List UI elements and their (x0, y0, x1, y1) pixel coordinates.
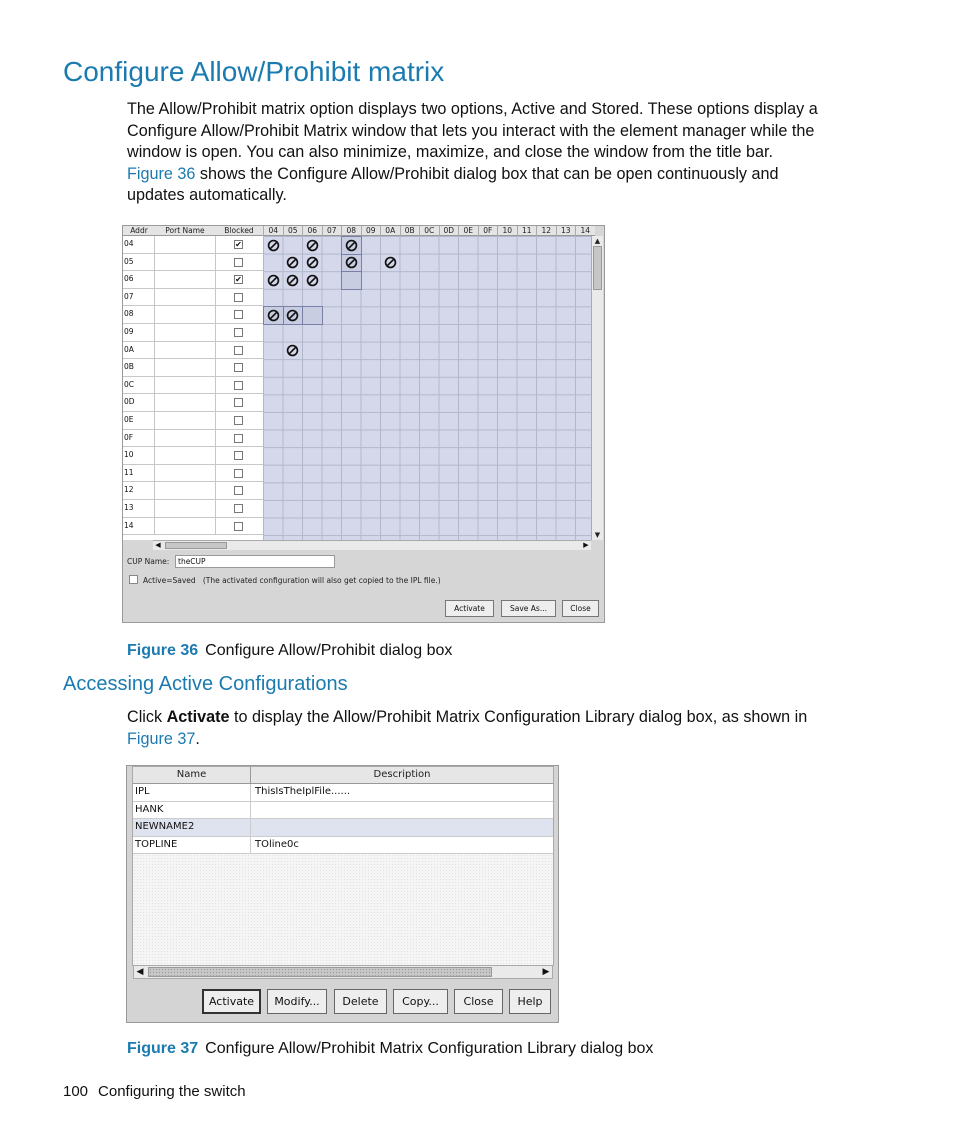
page-footer (63, 1083, 256, 1100)
matrix-row (123, 271, 263, 289)
port-header-12[interactable]: 12 (536, 226, 556, 236)
row-addr: 04 (124, 239, 134, 248)
matrix-row (123, 500, 263, 518)
port-name-cell[interactable] (154, 324, 216, 341)
list-item[interactable] (133, 819, 553, 837)
port-name-cell[interactable] (154, 289, 216, 306)
port-name-cell[interactable] (154, 254, 216, 271)
port-header-14[interactable]: 14 (575, 226, 595, 236)
port-header-0b[interactable]: 0B (400, 226, 420, 236)
blocked-checkbox[interactable] (234, 310, 243, 319)
vertical-scrollbar[interactable] (591, 236, 603, 540)
prohibit-grid[interactable] (263, 236, 591, 540)
config-name: TOPLINE (135, 838, 178, 850)
row-addr: 10 (124, 450, 134, 460)
config-description: ThisIsTheIplFile...... (255, 786, 351, 797)
matrix-row (123, 430, 263, 448)
active-saved-label: Active=Saved (The activated configuration will also get copied to the IPL file.) (143, 576, 441, 585)
blocked-checkbox[interactable] (234, 416, 243, 425)
prohibit-icon[interactable] (306, 274, 319, 287)
prohibit-icon[interactable] (286, 309, 299, 322)
description-column-header[interactable]: Description (373, 769, 431, 780)
port-name-cell[interactable] (154, 518, 216, 535)
matrix-row (123, 465, 263, 483)
port-header-04[interactable]: 04 (263, 226, 283, 236)
close-button[interactable]: Close (562, 600, 599, 617)
configuration-library-dialog (126, 765, 559, 1023)
copy-button[interactable]: Copy... (393, 989, 448, 1014)
selected-cell[interactable] (302, 306, 323, 325)
row-addr: 0B (124, 362, 134, 372)
port-name-cell[interactable] (154, 465, 216, 482)
figure-37-link[interactable]: Figure 37 (127, 729, 196, 748)
page-number: 100 (63, 1083, 89, 1100)
row-addr: 0C (124, 379, 135, 389)
help-button[interactable]: Help (509, 989, 551, 1014)
blocked-checkbox[interactable] (234, 504, 243, 513)
prohibit-icon[interactable] (267, 239, 280, 252)
blocked-checkbox[interactable] (234, 398, 243, 407)
row-addr: 0F (124, 432, 134, 442)
scroll-up-icon[interactable]: ▲ (594, 237, 601, 245)
list-item[interactable] (133, 784, 553, 802)
active-saved-checkbox[interactable] (129, 575, 138, 584)
matrix-row (123, 306, 263, 324)
port-header-05[interactable]: 05 (283, 226, 303, 236)
matrix-row (123, 394, 263, 412)
figure-37-caption: Figure 37 Configure Allow/Prohibit Matrix Configuration Library dialog box (127, 1040, 654, 1057)
activate-button[interactable]: Activate (202, 989, 261, 1014)
scroll-thumb-h[interactable] (165, 542, 227, 549)
allow-prohibit-matrix-dialog (122, 225, 605, 623)
row-addr: 14 (124, 520, 134, 530)
blocked-checkbox[interactable] (234, 434, 243, 443)
blocked-checkbox[interactable] (234, 522, 243, 531)
matrix-row (123, 518, 263, 536)
config-description: TOline0c (255, 838, 299, 850)
blocked-header[interactable]: Blocked (224, 226, 254, 235)
blocked-checkbox[interactable] (234, 469, 243, 478)
scroll-down-icon[interactable]: ▼ (594, 531, 601, 539)
port-name-cell[interactable] (154, 430, 216, 447)
blocked-checkbox[interactable] (234, 293, 243, 302)
row-addr: 05 (124, 256, 134, 266)
row-addr: 08 (124, 309, 134, 319)
port-header-0d[interactable]: 0D (439, 226, 459, 236)
prohibit-icon[interactable] (267, 274, 280, 287)
configuration-list[interactable] (132, 766, 554, 966)
list-item[interactable] (133, 837, 553, 855)
prohibit-icon[interactable] (345, 256, 358, 269)
port-name-cell[interactable] (154, 306, 216, 323)
row-addr: 12 (124, 485, 134, 495)
port-header-11[interactable]: 11 (517, 226, 537, 236)
selected-cell[interactable] (341, 271, 362, 290)
port-name-cell[interactable] (154, 482, 216, 499)
blocked-checkbox[interactable] (234, 451, 243, 460)
blocked-checkbox[interactable] (234, 328, 243, 337)
blocked-checkbox[interactable] (234, 381, 243, 390)
scroll-left-icon[interactable]: ◀ (136, 967, 144, 977)
port-name-cell[interactable] (154, 342, 216, 359)
prohibit-icon[interactable] (286, 344, 299, 357)
port-name-cell[interactable] (154, 447, 216, 464)
port-name-cell[interactable] (154, 236, 216, 253)
close-button[interactable]: Close (454, 989, 503, 1014)
cup-name-label: CUP Name: (127, 557, 170, 566)
port-header-06[interactable]: 06 (302, 226, 322, 236)
matrix-header (123, 226, 595, 236)
footer-section: Configuring the switch (98, 1083, 246, 1100)
row-addr: 0A (124, 344, 134, 354)
port-name-header[interactable]: Port Name (165, 226, 205, 235)
row-addr: 06 (124, 274, 134, 284)
row-addr: 0D (124, 397, 135, 407)
port-header-10[interactable]: 10 (497, 226, 517, 236)
section-title: Accessing Active Configurations (63, 673, 348, 695)
row-addr: 13 (124, 503, 134, 512)
prohibit-icon[interactable] (267, 309, 280, 322)
section-paragraph: Click Activate to display the Allow/Prohibit Matrix Configuration Library dialog box, as shown in Figure 37. (127, 708, 808, 748)
delete-button[interactable]: Delete (334, 989, 387, 1014)
list-item[interactable] (133, 802, 553, 820)
figure-36-caption: Figure 36 Configure Allow/Prohibit dialog box (127, 642, 453, 659)
activate-button[interactable]: Activate (445, 600, 494, 617)
port-header-09[interactable]: 09 (361, 226, 381, 236)
prohibit-icon[interactable] (345, 239, 358, 252)
scroll-thumb[interactable] (593, 246, 602, 290)
prohibit-icon[interactable] (384, 256, 397, 269)
library-horizontal-scrollbar[interactable] (133, 965, 553, 979)
cup-name-input[interactable]: theCUP (175, 555, 335, 568)
scroll-right-icon[interactable]: ▶ (583, 541, 589, 549)
prohibit-icon[interactable] (306, 239, 319, 252)
port-header-0c[interactable]: 0C (419, 226, 439, 236)
matrix-row (123, 324, 263, 342)
row-addr: 0E (124, 415, 134, 424)
port-name-cell[interactable] (154, 377, 216, 394)
row-addr: 07 (124, 291, 134, 301)
list-header (133, 767, 553, 784)
matrix-row (123, 236, 263, 254)
modify-button[interactable]: Modify... (267, 989, 327, 1014)
scroll-right-icon[interactable]: ▶ (542, 967, 550, 977)
config-name: NEWNAME2 (135, 821, 195, 832)
port-header-08[interactable]: 08 (341, 226, 361, 236)
library-scroll-thumb[interactable] (148, 967, 492, 977)
port-name-cell[interactable] (154, 359, 216, 376)
matrix-row (123, 412, 263, 430)
matrix-row (123, 342, 263, 360)
port-header-13[interactable]: 13 (556, 226, 576, 236)
blocked-checkbox[interactable] (234, 486, 243, 495)
blocked-checkbox[interactable] (234, 363, 243, 372)
blocked-checkbox[interactable] (234, 258, 243, 267)
blocked-checkbox[interactable] (234, 346, 243, 355)
matrix-row (123, 482, 263, 500)
horizontal-scrollbar[interactable] (153, 540, 591, 550)
prohibit-icon[interactable] (286, 256, 299, 269)
port-name-cell[interactable] (154, 500, 216, 517)
port-name-cell[interactable] (154, 394, 216, 411)
port-name-cell[interactable] (154, 271, 216, 288)
name-column-header[interactable]: Name (176, 769, 207, 780)
config-name: IPL (135, 786, 150, 797)
row-addr: 11 (124, 467, 134, 477)
config-name: HANK (135, 803, 164, 815)
port-header-0a[interactable]: 0A (380, 226, 400, 236)
port-name-cell[interactable] (154, 412, 216, 429)
prohibit-icon[interactable] (306, 256, 319, 269)
matrix-row (123, 447, 263, 465)
port-header-0e[interactable]: 0E (458, 226, 478, 236)
prohibit-icon[interactable] (286, 274, 299, 287)
matrix-row (123, 289, 263, 307)
blocked-checkbox[interactable]: ✔ (235, 240, 242, 249)
save-as-button[interactable]: Save As... (501, 600, 556, 617)
scroll-left-icon[interactable]: ◀ (155, 541, 161, 549)
page-title: Configure Allow/Prohibit matrix (63, 56, 445, 87)
matrix-row (123, 254, 263, 272)
intro-paragraph: The Allow/Prohibit matrix option displays two options, Active and Stored. These options display a Configure Allow/Prohibit Matrix window that lets you interact with the element manager while the window is open. You can also minimize, maximize, and close the window from the title bar. Figure 36 shows the Configure Allow/Prohibit dialog box that can be open continuously and updates automatically. (127, 100, 818, 204)
row-addr: 09 (124, 327, 134, 336)
addr-header[interactable]: Addr (130, 226, 148, 235)
port-header-0f[interactable]: 0F (478, 226, 498, 236)
port-header-07[interactable]: 07 (322, 226, 342, 236)
matrix-row (123, 359, 263, 377)
matrix-row (123, 377, 263, 395)
figure-36-link[interactable]: Figure 36 (127, 164, 196, 183)
blocked-checkbox[interactable]: ✔ (235, 275, 242, 285)
